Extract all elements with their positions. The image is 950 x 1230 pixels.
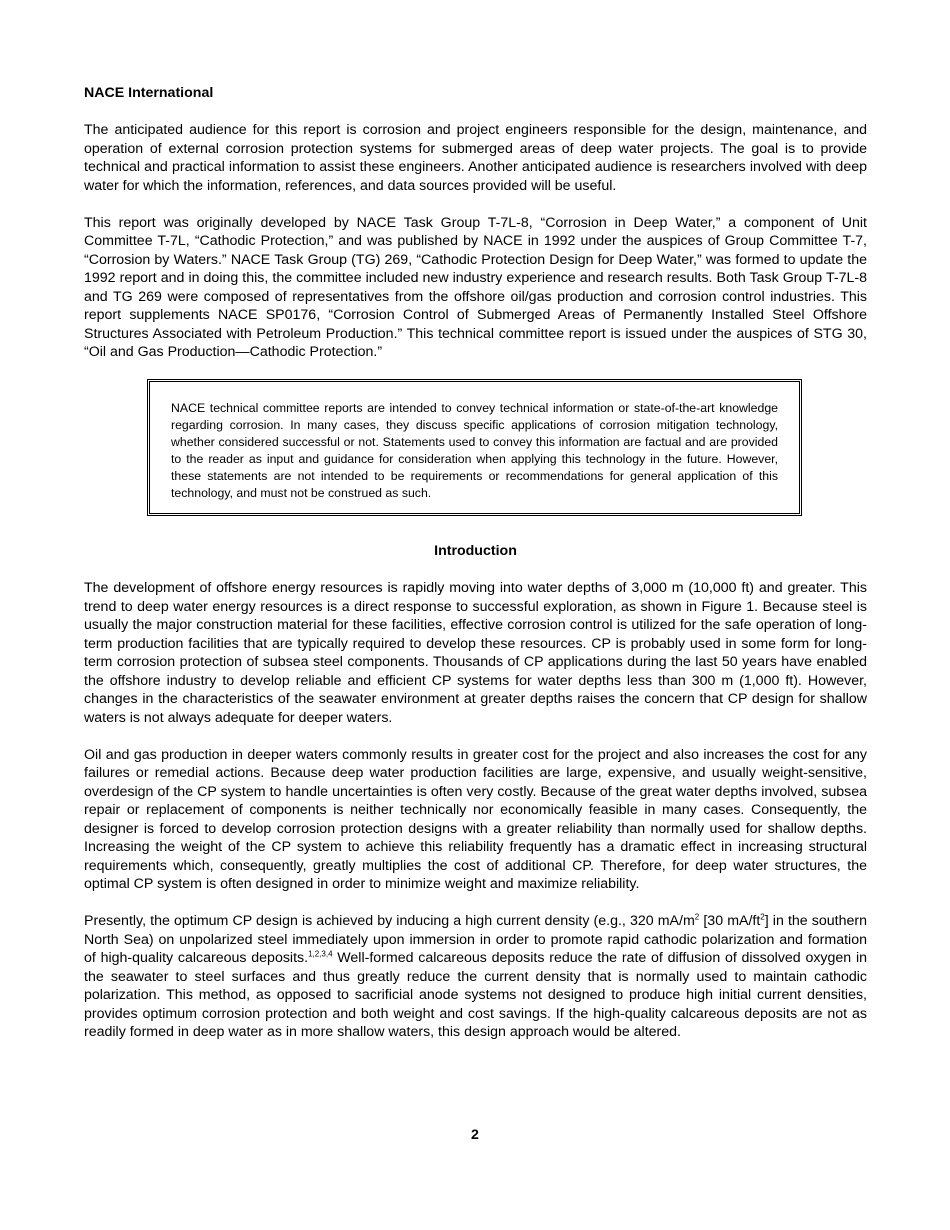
p3-text-4: Well-formed calcareous deposits reduce the rate of diffusion of dissolved oxygen in the seawater to steel surfaces and thus greatly reduce the current density that is normally used to maintain cathodic polarization. This method, as opposed to sacrificial anode systems not designed to produce high initial current densities, provides optimum corrosion protection and both weight and cost savings. If the high-quality calcareous deposits are not as readily formed in deep water as in more shallow waters, this design approach would be altered. <box>84 950 867 1041</box>
disclaimer-text: NACE technical committee reports are intended to convey technical information or state-of-the-art knowledge regarding corrosion. In many cases, they discuss specific applications of corrosion mitigation technology, whether considered successful or not. Statements used to convey this information are factual and are provided to the reader as input and guidance for consideration when applying this technology in the future. However, these statements are not intended to be requirements or recommendations for general application of this technology, and must not be construed as such. <box>171 400 778 500</box>
page-number: 2 <box>471 1127 479 1143</box>
foreword-paragraph-audience: The anticipated audience for this report is corrosion and project engineers responsible for the design, maintenance, and operation of external corrosion protection systems for submerged areas of deep water projects. The goal is to provide technical and practical information to assist these engineers. Another anticipated audience is researchers involved with deep water for which the information, references, and data sources provided will be useful. <box>84 122 867 194</box>
foreword-paragraph-history: This report was originally developed by NACE Task Group T-7L-8, “Corrosion in Deep Water,” a component of Unit Committee T-7L, “Cathodic Protection,” and was published by NACE in 1992 under the auspices of Group Committee T-7, “Corrosion by Waters.” NACE Task Group (TG) 269, “Cathodic Protection Design for Deep Water,” was formed to update the 1992 report and in doing this, the committee included new industry experience and research results. Both Task Group T-7L-8 and TG 269 were composed of representatives from the offshore oil/gas production and corrosion control industries. This report supplements NACE SP0176, “Corrosion Control of Submerged Areas of Permanently Installed Steel Offshore Structures Associated with Petroleum Production.” This technical committee report is issued under the auspices of STG 30, “Oil and Gas Production—Cathodic Protection.” <box>84 214 867 360</box>
introduction-paragraph-1: The development of offshore energy resources is rapidly moving into water depths of 3,000 m (10,000 ft) and greater. This trend to deep water energy resources is a direct response to successful exploration, as shown in Figure 1. Because steel is usually the major construction material for these facilities, effective corrosion control is utilized for the safe operation of long-term production facilities that are typically required to develop these resources. CP is probably used in some form for long-term corrosion protection of subsea steel components. Thousands of CP applications during the last 50 years have enabled the offshore industry to develop reliable and efficient CP systems for water depths less than 300 m (1,000 ft). However, changes in the characteristics of the seawater environment at greater depths raises the concern that CP design for shallow waters is not always adequate for deeper waters. <box>84 580 867 726</box>
introduction-paragraph-2: Oil and gas production in deeper waters commonly results in greater cost for the project and also increases the cost for any failures or remedial actions. Because deep water production facilities are large, expensive, and usually weight-sensitive, overdesign of the CP system to handle uncertainties is often very costly. Because of the great water depths involved, subsea repair or replacement of components is neither technically nor economically feasible in many cases. Consequently, the designer is forced to develop corrosion protection designs with a greater reliability than normally used for shallow depths. Increasing the weight of the CP system to achieve this reliability frequently has a dramatic effect in increasing structural requirements which, consequently, greatly multiplies the cost of additional CP. Therefore, for deep water structures, the optimal CP system is often designed in order to minimize weight and maximize reliability. <box>84 746 867 893</box>
p3-text-2: [30 mA/ft <box>699 913 761 930</box>
p3-text-1: Presently, the optimum CP design is achieved by inducing a high current density (e.g., 320 mA/m <box>84 913 695 930</box>
superscript-exponent: 2 <box>760 912 765 922</box>
disclaimer-box <box>147 379 802 517</box>
superscript-exponent: 2 <box>694 912 700 922</box>
document-page <box>84 84 867 1042</box>
organization-heading: NACE International <box>84 85 214 101</box>
introduction-heading: Introduction <box>434 543 517 560</box>
reference-superscript: 1,2,3,4 <box>308 949 333 959</box>
p3-text-3: ] in the southern North Sea) on unpolarized steel immediately upon immersion in order to promote rapid cathodic polarization and formation of high-quality calcareous deposits. <box>84 913 867 967</box>
introduction-paragraph-3 <box>84 912 867 1042</box>
